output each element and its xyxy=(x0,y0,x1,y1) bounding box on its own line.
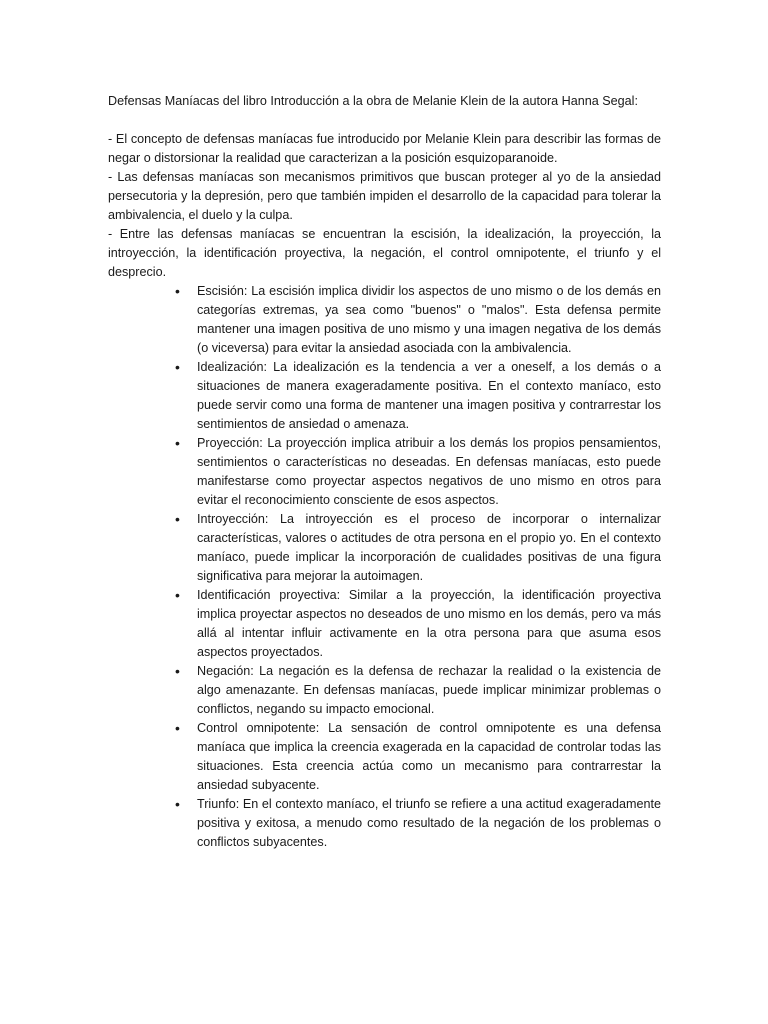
intro-paragraph-2: - Las defensas maníacas son mecanismos primitivos que buscan proteger al yo de la ansiedad persecutoria y la depresión, pero que también impiden el desarrollo de la capacidad para tolerar la ambivalencia, el duelo y la culpa. xyxy=(108,170,661,222)
bullet-icon: • xyxy=(175,796,180,812)
defense-list xyxy=(108,282,661,852)
list-item-text: Proyección: La proyección implica atribuir a los demás los propios pensamientos, sentimientos o características no deseadas. En defensas maníacas, esto puede manifestarse como proyectar aspectos negativos de uno mismo en otros para evitar el reconocimiento consciente de esos aspectos. xyxy=(197,436,661,507)
list-item-escision xyxy=(175,282,661,358)
list-item-text: Triunfo: En el contexto maníaco, el triunfo se refiere a una actitud exageradamente positiva y exitosa, a menudo como resultado de la negación de los problemas o conflictos subyacentes. xyxy=(197,797,661,849)
bullet-icon: • xyxy=(175,663,180,679)
bullet-icon: • xyxy=(175,511,180,527)
bullet-icon: • xyxy=(175,435,180,451)
list-item-control-omnipotente xyxy=(175,719,661,795)
intro-paragraph-3: - Entre las defensas maníacas se encuentran la escisión, la idealización, la proyección, la introyección, la identificación proyectiva, la negación, el control omnipotente, el triunfo y el desprecio. xyxy=(108,227,661,279)
list-item-text: Idealización: La idealización es la tendencia a ver a oneself, a los demás o a situaciones de manera exageradamente positiva. En el contexto maníaco, esto puede servir como una forma de mantener una imagen positiva y contrarrestar los sentimientos de ansiedad o amenaza. xyxy=(197,360,661,431)
bullet-icon: • xyxy=(175,720,180,736)
intro-paragraph-1: - El concepto de defensas maníacas fue introducido por Melanie Klein para describir las formas de negar o distorsionar la realidad que caracterizan a la posición esquizoparanoide. xyxy=(108,132,661,165)
list-item-identificacion-proyectiva xyxy=(175,586,661,662)
list-item-triunfo xyxy=(175,795,661,852)
list-item-text: Control omnipotente: La sensación de control omnipotente es una defensa maníaca que implica la creencia exagerada en la capacidad de controlar todas las situaciones. Esta creencia actúa como un mecanismo para contrarrestar la ansiedad subyacente. xyxy=(197,721,661,792)
list-item-negacion xyxy=(175,662,661,719)
bullet-icon: • xyxy=(175,359,180,375)
document-title: Defensas Maníacas del libro Introducción a la obra de Melanie Klein de la autora Hanna Segal: xyxy=(108,94,638,108)
list-item-text: Negación: La negación es la defensa de rechazar la realidad o la existencia de algo amenazante. En defensas maníacas, puede implicar minimizar problemas o conflictos, negando su impacto emocional. xyxy=(197,664,661,716)
list-item-introyeccion xyxy=(175,510,661,586)
list-item-text: Escisión: La escisión implica dividir los aspectos de uno mismo o de los demás en categorías extremas, ya sea como "buenos" o "malos". Esta defensa permite mantener una imagen positiva de uno mismo y una imagen negativa de los demás (o viceversa) para evitar la ansiedad asociada con la ambivalencia. xyxy=(197,284,661,355)
bullet-icon: • xyxy=(175,587,180,603)
bullet-icon: • xyxy=(175,283,180,299)
list-item-proyeccion xyxy=(175,434,661,510)
list-item-idealizacion xyxy=(175,358,661,434)
document-page xyxy=(108,92,661,852)
list-item-text: Introyección: La introyección es el proceso de incorporar o internalizar características, valores o actitudes de otra persona en el propio yo. En el contexto maníaco, puede implicar la incorporación de cualidades positivas de una figura significativa para mejorar la autoimagen. xyxy=(197,512,661,583)
list-item-text: Identificación proyectiva: Similar a la proyección, la identificación proyectiva implica proyectar aspectos no deseados de uno mismo en los demás, pero va más allá al intentar influir activamente en la otra persona para que asuma esos aspectos proyectados. xyxy=(197,588,661,659)
